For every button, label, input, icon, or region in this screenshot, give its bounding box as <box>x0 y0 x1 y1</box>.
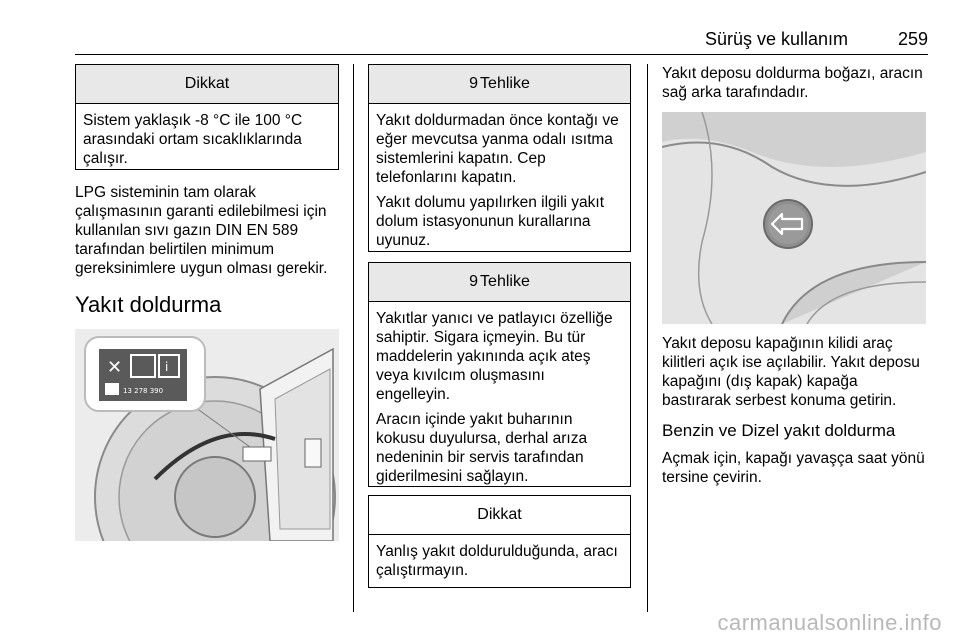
danger-text: Aracın içinde yakıt buharının kokusu duyulursa, derhal arıza nedeninin bir servis tarafından giderilmesini sağlayın. <box>376 411 588 485</box>
section-heading: Yakıt doldurma <box>75 292 222 317</box>
note-box-text: Sistem yaklaşık -8 °C ile 100 °C arasındaki ortam sıcaklıklarında çalışır. <box>83 112 303 167</box>
column-3 <box>662 64 927 102</box>
fuel-door-illustration <box>662 112 926 324</box>
danger-box-title: 9 Tehlike <box>369 263 630 302</box>
subsection-heading: Benzin ve Dizel yakıt doldurma <box>662 421 896 440</box>
danger-text: Yakıt doldurmadan önce kontağı ve eğer mevcutsa yanma odalı ısıtma sistemlerini kapatın. Cep telefonlarını kapatın. <box>376 112 619 186</box>
opening-paragraph: Açmak için, kapağı yavaşça saat yönü tersine çevirin. <box>662 450 925 486</box>
danger-box-title: 9 Tehlike <box>369 65 630 104</box>
label-number: 13 278 390 <box>123 387 164 395</box>
danger-text: Yakıtlar yanıcı ve patlayıcı özelliğe sahiptir. Sigara içmeyin. Bu tür maddelerin yakınında açık ateş veya kıvılcım oluşmasını engelleyin. <box>376 310 613 403</box>
fuel-flap-drawing <box>75 329 339 541</box>
warning-icon: 9 <box>469 273 479 290</box>
column-divider <box>353 64 354 612</box>
note-box <box>368 495 631 588</box>
column-3-lower <box>662 334 927 487</box>
lpg-paragraph: LPG sisteminin tam olarak çalışmasının garanti edilebilmesi için kullanılan sıvı gazın DIN EN 589 tarafından belirtilen minimum gereksinimlere uygun olması gerekir. <box>75 184 328 277</box>
page-number: 259 <box>897 29 928 49</box>
column-divider <box>647 64 648 612</box>
fuel-flap-illustration <box>75 329 339 541</box>
warning-icon: 9 <box>469 75 479 92</box>
note-box-title: Dikkat <box>76 65 338 104</box>
filler-location-paragraph: Yakıt deposu doldurma boğazı, aracın sağ arka tarafındadır. <box>662 65 923 101</box>
danger-text: Yakıt dolumu yapılırken ilgili yakıt dolum istasyonunun kurallarına uyunuz. <box>376 194 605 249</box>
note-box <box>75 64 339 170</box>
watermark: carmanualsonline.info <box>717 610 942 635</box>
danger-box <box>368 262 631 487</box>
fuel-door-drawing <box>662 112 926 324</box>
no-fire-icon: ✕ <box>107 357 123 378</box>
section-title: Sürüş ve kullanım <box>704 29 848 49</box>
info-icon: i <box>165 360 169 374</box>
column-1 <box>75 64 339 318</box>
page-header <box>75 24 928 55</box>
fuel-door-paragraph: Yakıt deposu kapağının kilidi araç kilitleri açık ise açılabilir. Yakıt deposu kapağını (dış kapak) kapağa bastırarak serbest konuma getirin. <box>662 335 920 409</box>
column-2 <box>368 64 631 588</box>
note-box-text: Yanlış yakıt doldurulduğunda, aracı çalıştırmayın. <box>376 543 618 579</box>
danger-box <box>368 64 631 252</box>
note-box-title: Dikkat <box>369 496 630 535</box>
